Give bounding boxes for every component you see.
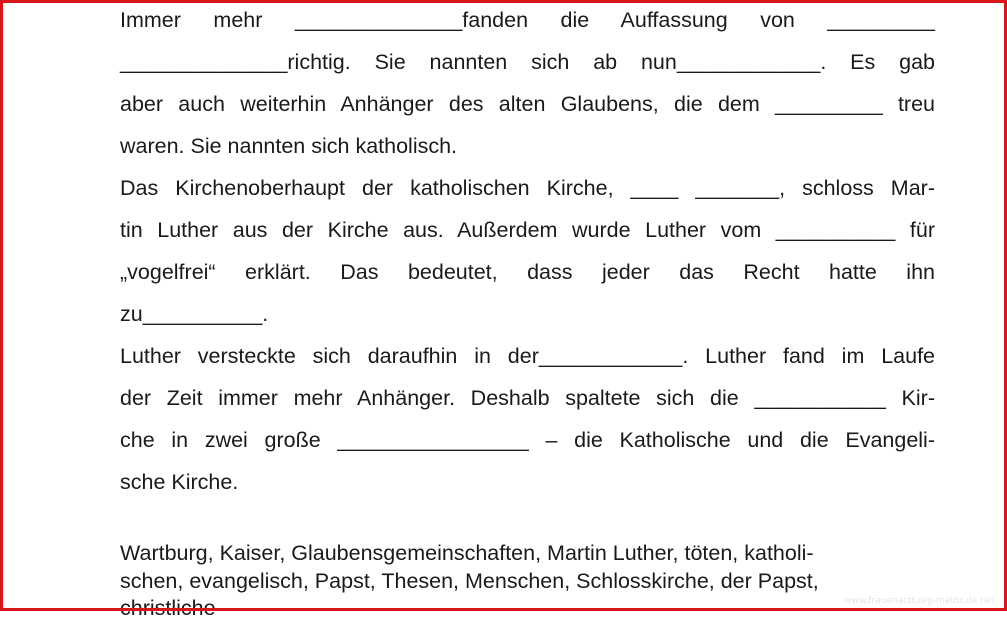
paragraph-line-1: Immer mehr ______________fanden die Auffassung von _________: [120, 8, 935, 32]
paragraph-line-12: sche Kirche.: [120, 470, 239, 494]
paragraph-line-11: che in zwei große ________________ – die Katholische und die Evangeli-: [120, 428, 935, 452]
paragraph-line-7: „vogelfrei“ erklärt. Das bedeutet, dass jeder das Recht hatte ihn: [120, 260, 935, 284]
paragraph-line-6: tin Luther aus der Kirche aus. Außerdem wurde Luther vom __________ für: [120, 218, 935, 242]
paragraph-line-3: aber auch weiterhin Anhänger des alten Glaubens, die dem _________ treu: [120, 92, 935, 116]
paragraph-line-8: zu__________.: [120, 302, 269, 326]
paragraph-line-5: Das Kirchenoberhaupt der katholischen Kirche, ____ _______, schloss Mar-: [120, 176, 935, 200]
paragraph-line-2: ______________richtig. Sie nannten sich ab nun____________. Es gab: [120, 50, 935, 74]
paragraph-line-4: waren. Sie nannten sich katholisch.: [120, 134, 458, 158]
paragraph-line-9: Luther versteckte sich daraufhin in der____________. Luther fand im Laufe: [120, 344, 935, 368]
word-bank-line-2: schen, evangelisch, Papst, Thesen, Menschen, Schlosskirche, der Papst,: [120, 569, 819, 593]
word-bank-line-3: christliche: [120, 596, 216, 620]
paragraph-line-10: der Zeit immer mehr Anhänger. Deshalb spaltete sich die ___________ Kir-: [120, 386, 935, 410]
word-bank-line-1: Wartburg, Kaiser, Glaubensgemeinschaften, Martin Luther, töten, katholi-: [120, 541, 814, 565]
watermark-text: www.frauenarzt.org-mainz.de.net: [844, 596, 995, 606]
